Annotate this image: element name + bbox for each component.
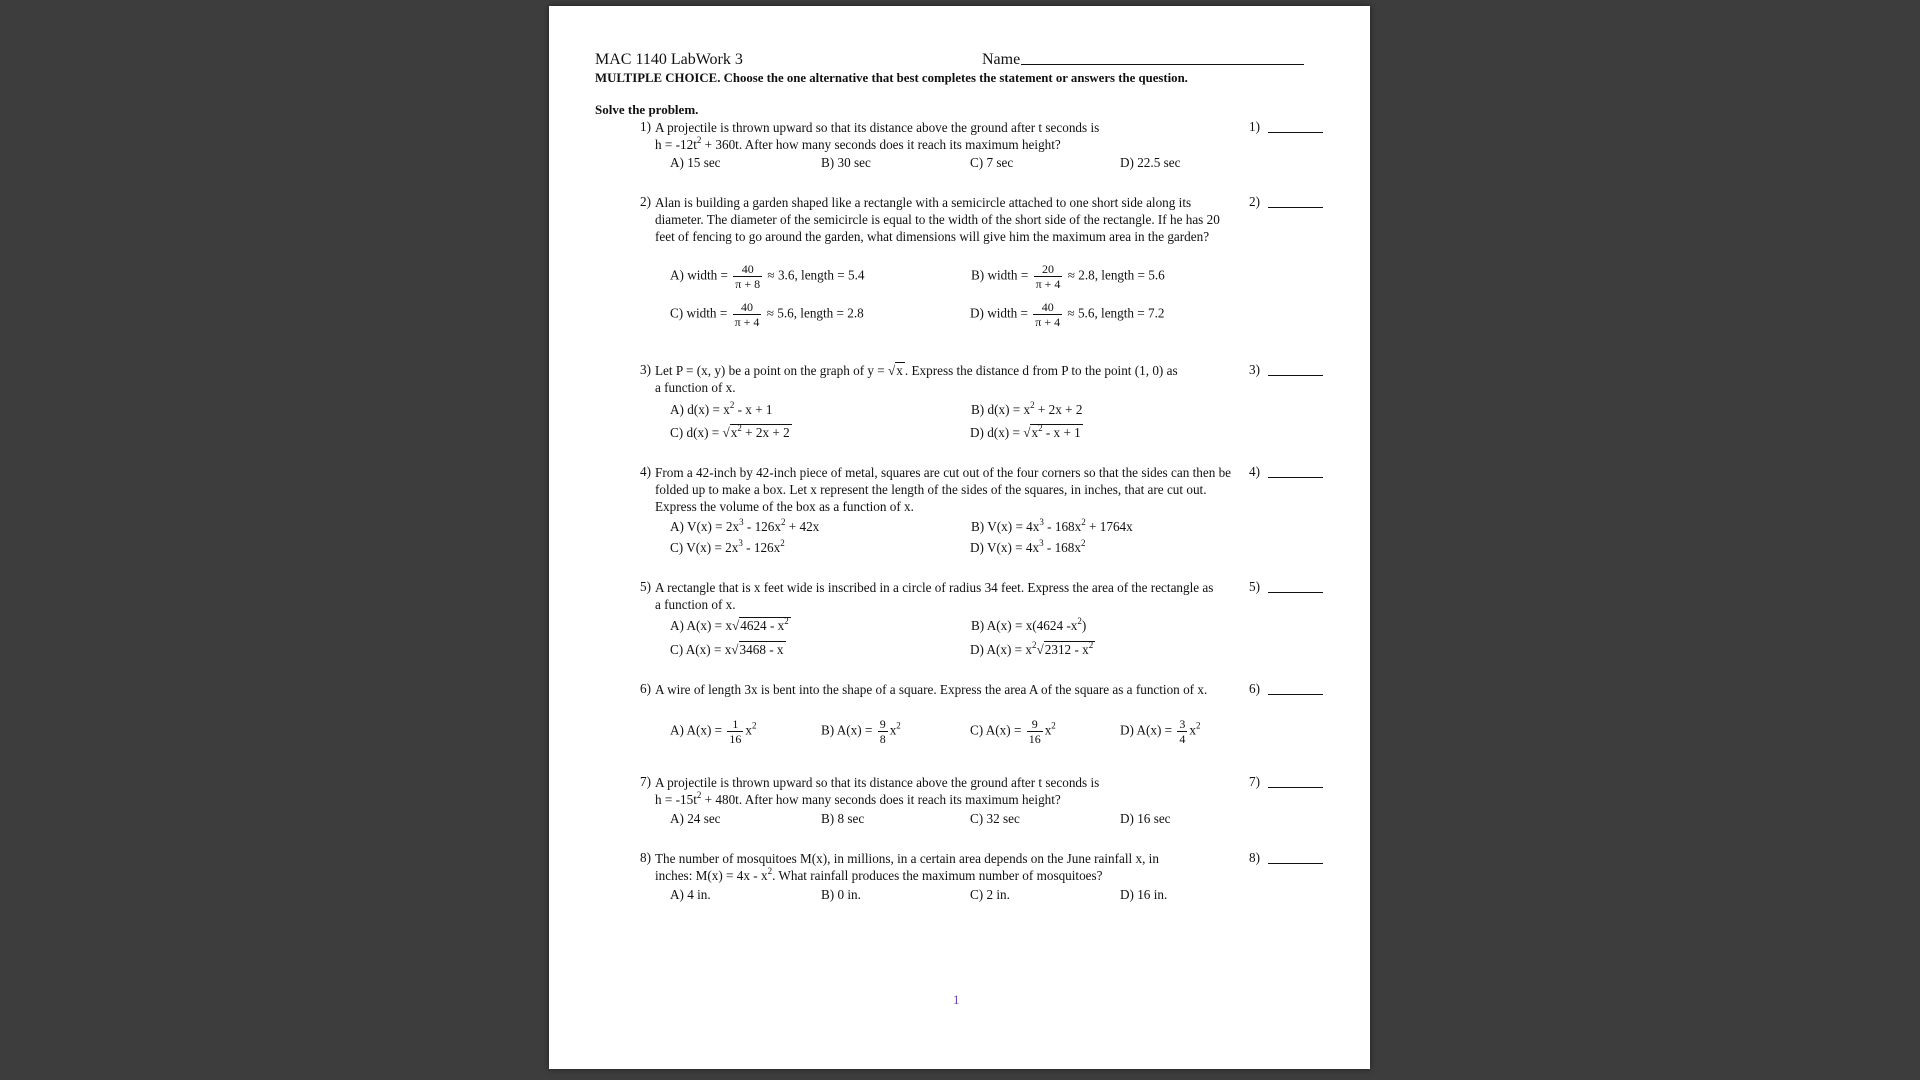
option-c: C) $V(x) = 2x^3 - 126x^2$ bbox=[670, 538, 785, 555]
question-number: 2) bbox=[640, 194, 651, 209]
option-a: A) $d(x) = x^2 - x + 1$ bbox=[670, 400, 773, 417]
answer-number: 7) bbox=[1249, 774, 1260, 789]
answer-blank[interactable] bbox=[1268, 132, 1323, 133]
option-a: A) $A(x) = x√4624 - x^2$ bbox=[670, 616, 789, 633]
answer-blank[interactable] bbox=[1268, 375, 1323, 376]
question-stem: A projectile is thrown upward so that its distance above the ground after t seconds is $h = -12t^2 + 360t$. After how many seconds does it reach its maximum height? bbox=[655, 120, 1100, 152]
option-d: D) 22.5 sec bbox=[1120, 155, 1181, 170]
option-b: B) $d(x) = x^2 + 2x + 2$ bbox=[971, 400, 1083, 417]
option-a: A) $V(x) = 2x^3 - 126x^2 + 42x$ bbox=[670, 517, 820, 534]
option-c: C) 2 in. bbox=[970, 887, 1010, 902]
option-d: D) 16 in. bbox=[1120, 887, 1168, 902]
name-label: Name bbox=[982, 51, 1021, 68]
option-b: B) 30 sec bbox=[821, 155, 871, 170]
answer-blank[interactable] bbox=[1268, 592, 1323, 593]
option-c: C) A(x) = x√3468 - x bbox=[670, 642, 784, 657]
option-a: A) width = $\frac{40}{\pi + 8}$ ≈ 3.6, length = 5.4 bbox=[670, 262, 865, 291]
question-stem: Let P = (x, y) be a point on the graph of y = √x . Express the distance d from P to the point (1, 0) as a function of x. bbox=[655, 363, 1178, 395]
fraction: $\frac{40}{\pi + 4}$ bbox=[734, 300, 760, 329]
fraction: $\frac{1}{16}$ bbox=[729, 717, 742, 746]
question-number: 8) bbox=[640, 850, 651, 865]
answer-number: 2) bbox=[1249, 194, 1260, 209]
answer-blank[interactable] bbox=[1268, 787, 1323, 788]
option-b: B) A(x) = $\frac{9}{8}$ $x^2$ bbox=[821, 717, 901, 746]
page-number: 1 bbox=[953, 992, 960, 1007]
option-d: D) $V(x) = 4x^3 - 168x^2$ bbox=[970, 538, 1086, 555]
option-d: D) width = $\frac{40}{\pi + 4}$ ≈ 5.6, length = 7.2 bbox=[970, 300, 1165, 329]
answer-number: 8) bbox=[1249, 850, 1260, 865]
question-stem: A rectangle that is x feet wide is inscribed in a circle of radius 34 feet. Express the area of the rectangle as a function of x. bbox=[655, 580, 1214, 612]
fraction: $\frac{40}{\pi + 4}$ bbox=[1035, 300, 1061, 329]
answer-number: 6) bbox=[1249, 681, 1260, 696]
answer-number: 1) bbox=[1249, 119, 1260, 134]
question-stem: The number of mosquitoes M(x), in millions, in a certain area depends on the June rainfall x, in inches: $M(x) = 4x - x^2$. What rainfall produces the maximum number of mosquitoes? bbox=[655, 851, 1159, 883]
question-number: 1) bbox=[640, 119, 651, 134]
option-b: B) A(x) = x(4624 $-x^2$) bbox=[971, 616, 1087, 633]
answer-number: 5) bbox=[1249, 579, 1260, 594]
question-number: 6) bbox=[640, 681, 651, 696]
option-c: C) 32 sec bbox=[970, 811, 1020, 826]
option-b: B) 8 sec bbox=[821, 811, 865, 826]
document-page bbox=[549, 6, 1370, 1069]
option-c: C) A(x) = $\frac{9}{16}$ $x^2$ bbox=[970, 717, 1056, 746]
option-c: C) width = $\frac{40}{\pi + 4}$ ≈ 5.6, length = 2.8 bbox=[670, 300, 864, 329]
question-stem: From a 42-inch by 42-inch piece of metal, squares are cut out of the four corners so that the sides can then be folded up to make a box. Let x represent the length of the sides of the squares, in inches, that are cut out. Express the volume of the box as a function of x. bbox=[655, 465, 1232, 514]
option-d: D) $A(x) = x^2√2312 - x^2$ bbox=[970, 640, 1094, 657]
fraction: $\frac{20}{\pi + 4}$ bbox=[1035, 262, 1061, 291]
course-title: MAC 1140 LabWork 3 bbox=[595, 51, 743, 68]
fraction: $\frac{9}{8}$ bbox=[879, 717, 886, 746]
instructions: MULTIPLE CHOICE. Choose the one alternative that best completes the statement or answers the question. bbox=[595, 71, 1188, 85]
answer-number: 3) bbox=[1249, 362, 1260, 377]
answer-blank[interactable] bbox=[1268, 477, 1323, 478]
option-a: A) A(x) = $\frac{1}{16}$ $x^2$ bbox=[670, 717, 757, 746]
question-number: 7) bbox=[640, 774, 651, 789]
option-b: B) 0 in. bbox=[821, 887, 861, 902]
option-b: B) $V(x) = 4x^3 - 168x^2 + 1764x$ bbox=[971, 517, 1133, 534]
name-line[interactable] bbox=[1021, 64, 1304, 65]
option-d: D) $d(x) = √x^2 - x + 1$ bbox=[970, 423, 1081, 440]
fraction: $\frac{9}{16}$ bbox=[1028, 717, 1041, 746]
option-d: D) 16 sec bbox=[1120, 811, 1171, 826]
answer-blank[interactable] bbox=[1268, 207, 1323, 208]
question-stem: A wire of length 3x is bent into the shape of a square. Express the area A of the square as a function of x. bbox=[655, 682, 1208, 697]
fraction: $\frac{3}{4}$ bbox=[1179, 717, 1186, 746]
option-a: A) 4 in. bbox=[670, 887, 711, 902]
option-b: B) width = $\frac{20}{\pi + 4}$ ≈ 2.8, length = 5.6 bbox=[971, 262, 1165, 291]
option-a: A) 15 sec bbox=[670, 155, 721, 170]
question-number: 3) bbox=[640, 362, 651, 377]
section-heading: Solve the problem. bbox=[595, 102, 699, 117]
option-a: A) 24 sec bbox=[670, 811, 721, 826]
question-number: 4) bbox=[640, 464, 651, 479]
question-number: 5) bbox=[640, 579, 651, 594]
option-c: C) $d(x) = √x^2 + 2x + 2$ bbox=[670, 423, 790, 440]
option-d: D) A(x) = $\frac{3}{4}$ $x^2$ bbox=[1120, 717, 1201, 746]
question-stem: A projectile is thrown upward so that its distance above the ground after t seconds is $h = -15t^2 + 480t$. After how many seconds does it reach its maximum height? bbox=[655, 775, 1100, 807]
answer-number: 4) bbox=[1249, 464, 1260, 479]
answer-blank[interactable] bbox=[1268, 694, 1323, 695]
fraction: $\frac{40}{\pi + 8}$ bbox=[735, 262, 761, 291]
option-c: C) 7 sec bbox=[970, 155, 1014, 170]
answer-blank[interactable] bbox=[1268, 863, 1323, 864]
question-stem: Alan is building a garden shaped like a rectangle with a semicircle attached to one short side along its diameter. The diameter of the semicircle is equal to the width of the short side of the rectangle. If he has 20 feet of fencing to go around the garden, what dimensions will give him the maximum area in the garden? bbox=[655, 195, 1220, 244]
